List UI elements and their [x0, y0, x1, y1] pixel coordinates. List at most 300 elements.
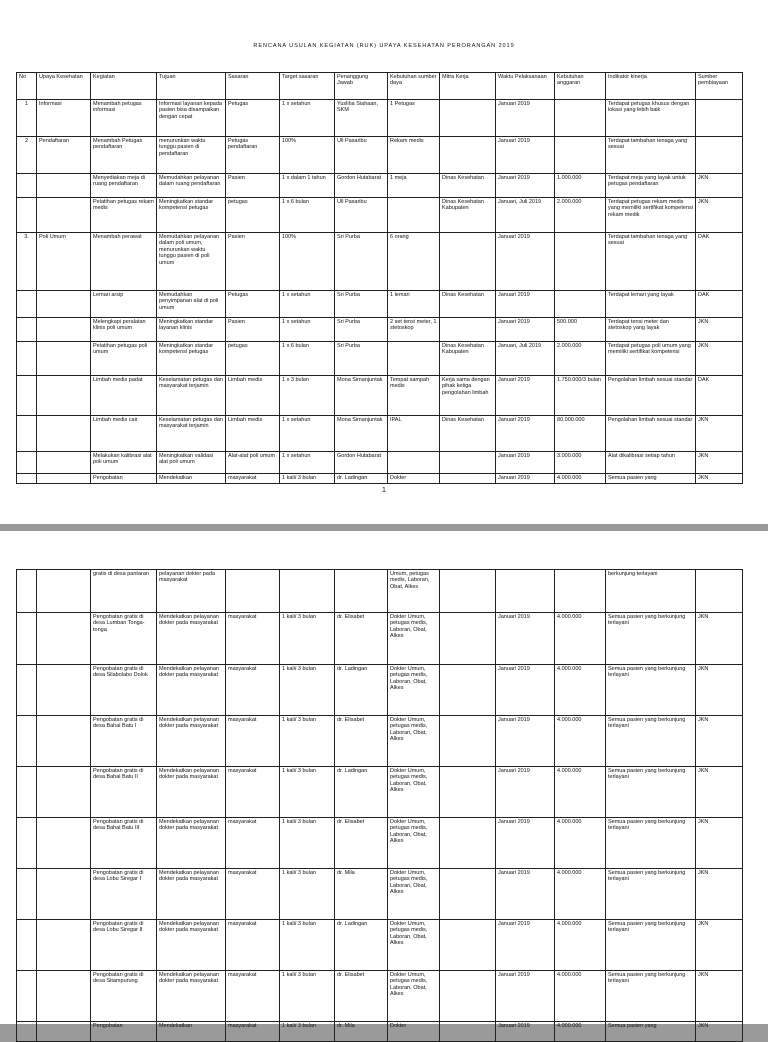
cell-indikator: Semua pasien yang berkunjung terlayani: [606, 818, 696, 869]
cell-kegiatan: Melengkapi peralatan klinis poli umum: [91, 318, 157, 342]
cell-anggaran: [555, 570, 606, 613]
cell-target: 1 x setahun: [280, 452, 335, 474]
cell-sasaran: masyarakat: [226, 971, 280, 1022]
cell-sumber-daya: 2 set tensi meter, 1 stetoskop: [388, 318, 440, 342]
cell-tujuan: Keselamatan petugas dan masyarakat terjamin: [157, 376, 226, 416]
cell-mitra: [440, 920, 496, 971]
cell-anggaran: 4.000.000: [555, 818, 606, 869]
cell-no: 3.: [17, 233, 37, 291]
cell-penanggung-jawab: dr. Elisabet: [335, 971, 388, 1022]
cell-mitra: [440, 100, 496, 137]
cell-target: 1 kali/ 3 bulan: [280, 971, 335, 1022]
cell-waktu: Januari 2019: [496, 613, 555, 665]
cell-sumber-daya: Dokter Umum, petugas medis, Laboran, Obat, Alkes: [388, 920, 440, 971]
header-waktu: Waktu Pelaksanaan: [496, 73, 555, 100]
document-page-2: [0, 531, 768, 1029]
cell-mitra: [440, 665, 496, 716]
cell-tujuan: Memudahkan pelayanan dalam ruang pendaftaran: [157, 174, 226, 198]
cell-upaya: [37, 198, 91, 233]
cell-waktu: Januari 2019: [496, 100, 555, 137]
page-number: 1: [382, 487, 386, 494]
cell-pembiayaan: JKN: [696, 920, 743, 971]
cell-penanggung-jawab: Mona Simanjuntak: [335, 416, 388, 452]
cell-pembiayaan: [696, 570, 743, 613]
cell-indikator: Semua pasien yang berkunjung terlayani: [606, 920, 696, 971]
cell-tujuan: Mendekatkan: [157, 1022, 226, 1042]
cell-sumber-daya: IPAL: [388, 416, 440, 452]
table-row: [17, 920, 743, 971]
cell-no: [17, 570, 37, 613]
cell-sasaran: masyarakat: [226, 869, 280, 920]
cell-target: 100%: [280, 137, 335, 174]
cell-sumber-daya: Dokter Umum, petugas medis, Laboran, Obat, Alkes: [388, 767, 440, 818]
cell-kegiatan: Limbah medis cair: [91, 416, 157, 452]
cell-mitra: [440, 318, 496, 342]
cell-tujuan: Mendekatkan pelayanan dokter pada masyarakat: [157, 971, 226, 1022]
table-row: [17, 100, 743, 137]
header-penanggung-jawab: Penanggung Jawab: [335, 73, 388, 100]
cell-mitra: [440, 137, 496, 174]
cell-target: 1 x 3 bulan: [280, 376, 335, 416]
cell-tujuan: Meningkatkan validasi alat poli umum: [157, 452, 226, 474]
cell-sasaran: Petugas: [226, 291, 280, 318]
cell-sasaran: Pasien: [226, 318, 280, 342]
cell-upaya: [37, 818, 91, 869]
cell-upaya: Informasi: [37, 100, 91, 137]
cell-waktu: Januari 2019: [496, 376, 555, 416]
cell-anggaran: 4.000.000: [555, 1022, 606, 1042]
cell-sasaran: masyarakat: [226, 818, 280, 869]
cell-upaya: [37, 665, 91, 716]
cell-upaya: [37, 291, 91, 318]
cell-waktu: [496, 570, 555, 613]
cell-kegiatan: Pengobatan gratis di desa Lobu Siregar I: [91, 869, 157, 920]
cell-pembiayaan: JKN: [696, 665, 743, 716]
header-anggaran: Kebutuhan anggaran: [555, 73, 606, 100]
table-row: [17, 613, 743, 665]
cell-indikator: Terdapat tensi meter dan stetoskop yang layak: [606, 318, 696, 342]
cell-mitra: Kerja sama dengan pihak ketiga pengolahan limbah: [440, 376, 496, 416]
cell-mitra: Dinas Kesehatan: [440, 291, 496, 318]
header-sumber-daya: Kebutuhan sumber daya: [388, 73, 440, 100]
cell-anggaran: 3.000.000: [555, 452, 606, 474]
cell-target: 1 x dalam 1 tahun: [280, 174, 335, 198]
table-header-row: [17, 73, 743, 100]
cell-sasaran: petugas: [226, 198, 280, 233]
cell-sumber-daya: Rekam medis: [388, 137, 440, 174]
cell-mitra: Dinas Kesehatan Kabupaten: [440, 342, 496, 376]
cell-anggaran: [555, 291, 606, 318]
cell-mitra: Dinas Kesehatan Kabupaten: [440, 198, 496, 233]
table-row: [17, 767, 743, 818]
cell-sasaran: Pasien: [226, 174, 280, 198]
cell-waktu: Januari 2019: [496, 716, 555, 767]
cell-pembiayaan: JKN: [696, 1022, 743, 1042]
cell-tujuan: Mendekatkan pelayanan dokter pada masyarakat: [157, 869, 226, 920]
cell-sasaran: masyarakat: [226, 716, 280, 767]
cell-waktu: Januari 2019: [496, 920, 555, 971]
cell-tujuan: Mendekatkan pelayanan dokter pada masyarakat: [157, 818, 226, 869]
cell-mitra: [440, 818, 496, 869]
cell-penanggung-jawab: Sri Purba: [335, 291, 388, 318]
table-row: [17, 474, 743, 484]
cell-waktu: Januari 2019: [496, 1022, 555, 1042]
cell-sasaran: masyarakat: [226, 767, 280, 818]
cell-tujuan: Mendekatkan pelayanan dokter pada masyarakat: [157, 767, 226, 818]
cell-no: [17, 342, 37, 376]
cell-sumber-daya: Dokter Umum, petugas medis, Laboran, Obat, Alkes: [388, 971, 440, 1022]
cell-anggaran: 4.000.000: [555, 767, 606, 818]
cell-target: 1 kali/ 3 bulan: [280, 920, 335, 971]
cell-target: 1 x 6 bulan: [280, 198, 335, 233]
cell-target: 1 kali/ 3 bulan: [280, 869, 335, 920]
cell-sasaran: masyarakat: [226, 1022, 280, 1042]
cell-anggaran: [555, 137, 606, 174]
table-row: [17, 174, 743, 198]
cell-indikator: Pengolahan limbah sesuai standar: [606, 376, 696, 416]
table-row: [17, 342, 743, 376]
cell-tujuan: Meningkatkan standar kompetensi petugas: [157, 342, 226, 376]
cell-anggaran: [555, 233, 606, 291]
cell-waktu: Januari 2019: [496, 452, 555, 474]
cell-kegiatan: Menambah perawat: [91, 233, 157, 291]
cell-indikator: Pengolahan limbah sesuai standar: [606, 416, 696, 452]
cell-mitra: [440, 716, 496, 767]
cell-waktu: Januari 2019: [496, 767, 555, 818]
cell-target: 1 kali/ 3 bulan: [280, 716, 335, 767]
cell-penanggung-jawab: dr. Mila: [335, 869, 388, 920]
cell-pembiayaan: JKN: [696, 318, 743, 342]
cell-waktu: Januari 2019: [496, 818, 555, 869]
table-row: [17, 452, 743, 474]
cell-sumber-daya: Dokter Umum, petugas medis, Laboran, Obat, Alkes: [388, 818, 440, 869]
cell-penanggung-jawab: Ull Pasaribu: [335, 137, 388, 174]
cell-upaya: [37, 971, 91, 1022]
cell-indikator: Terdapat tambahan tenaga yang sesuai: [606, 233, 696, 291]
cell-anggaran: 4.000.000: [555, 716, 606, 767]
cell-tujuan: Mendekatkan pelayanan dokter pada masyarakat: [157, 665, 226, 716]
cell-sasaran: Alat-alat poli umum: [226, 452, 280, 474]
cell-target: 1 kali/ 3 bulan: [280, 665, 335, 716]
cell-anggaran: [555, 100, 606, 137]
cell-waktu: Januari 2019: [496, 416, 555, 452]
cell-anggaran: 80.000.000: [555, 416, 606, 452]
cell-tujuan: Mendekatkan pelayanan dokter pada masyarakat: [157, 920, 226, 971]
cell-upaya: [37, 613, 91, 665]
cell-waktu: Januari 2019: [496, 318, 555, 342]
cell-kegiatan: Pengobatan: [91, 474, 157, 484]
cell-target: 1 x setahun: [280, 100, 335, 137]
cell-upaya: [37, 376, 91, 416]
cell-anggaran: 1.000.000: [555, 174, 606, 198]
cell-indikator: berkunjung terlayani: [606, 570, 696, 613]
header-pembiayaan: Sumber pembiayaan: [696, 73, 743, 100]
cell-no: [17, 767, 37, 818]
cell-no: 1: [17, 100, 37, 137]
cell-indikator: Semua pasien yang berkunjung terlayani: [606, 665, 696, 716]
cell-pembiayaan: JKN: [696, 716, 743, 767]
cell-sumber-daya: Dokter Umum, petugas medis, Laboran, Obat, Alkes: [388, 716, 440, 767]
table-row: [17, 570, 743, 613]
cell-mitra: [440, 474, 496, 484]
cell-kegiatan: Pengobatan gratis di desa Bahal Batu I: [91, 716, 157, 767]
cell-waktu: Januari 2019: [496, 291, 555, 318]
cell-no: [17, 613, 37, 665]
table-row: [17, 716, 743, 767]
table-row: [17, 233, 743, 291]
table-row: [17, 818, 743, 869]
cell-upaya: [37, 452, 91, 474]
cell-target: 1 kali/ 3 bulan: [280, 613, 335, 665]
cell-pembiayaan: JKN: [696, 613, 743, 665]
cell-no: [17, 665, 37, 716]
cell-pembiayaan: JKN: [696, 474, 743, 484]
cell-penanggung-jawab: dr. Mila: [335, 1022, 388, 1042]
cell-upaya: Poli Umum: [37, 233, 91, 291]
cell-penanggung-jawab: Gordon Hutabarat: [335, 174, 388, 198]
cell-mitra: [440, 971, 496, 1022]
cell-upaya: [37, 570, 91, 613]
cell-target: 100%: [280, 233, 335, 291]
cell-upaya: [37, 1022, 91, 1042]
cell-upaya: Pendaftaran: [37, 137, 91, 174]
cell-indikator: Alat dikalibrasi setiap tahun: [606, 452, 696, 474]
cell-kegiatan: Pengobatan gratis di desa Lobu Siregar II: [91, 920, 157, 971]
cell-indikator: Semua pasien yang berkunjung terlayani: [606, 767, 696, 818]
cell-pembiayaan: JKN: [696, 971, 743, 1022]
cell-waktu: Januari 2019: [496, 233, 555, 291]
cell-penanggung-jawab: [335, 570, 388, 613]
cell-upaya: [37, 318, 91, 342]
cell-kegiatan: Menyediakan meja di ruang pendaftaran: [91, 174, 157, 198]
cell-sasaran: masyarakat: [226, 665, 280, 716]
cell-upaya: [37, 869, 91, 920]
cell-waktu: Januari 2019: [496, 665, 555, 716]
cell-no: 2: [17, 137, 37, 174]
cell-anggaran: 1.750.000/3 bulan: [555, 376, 606, 416]
cell-kegiatan: Limbah medis padat: [91, 376, 157, 416]
cell-indikator: Terdapat petugas khusus dengan lokasi yang lebih baik: [606, 100, 696, 137]
cell-sumber-daya: [388, 342, 440, 376]
cell-mitra: [440, 613, 496, 665]
cell-penanggung-jawab: Mona Simanjuntak: [335, 376, 388, 416]
cell-tujuan: Keselamatan petugas dan masyarakat terjamin: [157, 416, 226, 452]
table-row: [17, 665, 743, 716]
cell-target: [280, 570, 335, 613]
cell-no: [17, 716, 37, 767]
table-row: [17, 416, 743, 452]
cell-tujuan: pelayanan dokter pada masyarakat: [157, 570, 226, 613]
cell-anggaran: 2.000.000: [555, 198, 606, 233]
cell-penanggung-jawab: dr. Elisabet: [335, 716, 388, 767]
cell-sasaran: Pasien: [226, 233, 280, 291]
cell-no: [17, 818, 37, 869]
header-upaya: Upaya Kesehatan: [37, 73, 91, 100]
header-tujuan: Tujuan: [157, 73, 226, 100]
cell-anggaran: 4.000.000: [555, 971, 606, 1022]
cell-pembiayaan: JKN: [696, 818, 743, 869]
cell-no: [17, 452, 37, 474]
cell-kegiatan: Pengobatan: [91, 1022, 157, 1042]
cell-sumber-daya: Dokter Umum, petugas medis, Laboran, Obat, Alkes: [388, 665, 440, 716]
cell-waktu: Januari, Juli 2019: [496, 198, 555, 233]
cell-indikator: Semua pasien yang berkunjung terlayani: [606, 613, 696, 665]
cell-sasaran: petugas: [226, 342, 280, 376]
cell-no: [17, 416, 37, 452]
cell-sasaran: Limbah medis: [226, 416, 280, 452]
cell-kegiatan: Pengobatan gratis di desa Lumban Tonga-tonga: [91, 613, 157, 665]
cell-sumber-daya: 1 Petugas: [388, 100, 440, 137]
cell-indikator: Terdapat lemari yang layak: [606, 291, 696, 318]
cell-pembiayaan: JKN: [696, 869, 743, 920]
cell-mitra: [440, 767, 496, 818]
cell-anggaran: 4.000.000: [555, 920, 606, 971]
cell-waktu: Januari 2019: [496, 474, 555, 484]
cell-waktu: Januari 2019: [496, 971, 555, 1022]
table-row: [17, 137, 743, 174]
cell-anggaran: 4.000.000: [555, 613, 606, 665]
table-row: [17, 971, 743, 1022]
cell-no: [17, 474, 37, 484]
cell-kegiatan: Lemari arsip: [91, 291, 157, 318]
cell-indikator: Semua pasien yang berkunjung terlayani: [606, 869, 696, 920]
header-sasaran: Sasaran: [226, 73, 280, 100]
cell-indikator: Semua pasien yang: [606, 1022, 696, 1042]
cell-sasaran: masyarakat: [226, 920, 280, 971]
cell-tujuan: Mendekatkan pelayanan dokter pada masyarakat: [157, 613, 226, 665]
table-row: [17, 198, 743, 233]
cell-pembiayaan: JKN: [696, 198, 743, 233]
cell-no: [17, 869, 37, 920]
table-row: [17, 318, 743, 342]
cell-pembiayaan: JKN: [696, 416, 743, 452]
cell-no: [17, 174, 37, 198]
cell-target: 1 kali/ 3 bulan: [280, 818, 335, 869]
cell-tujuan: Meningkatkan standar kompetensi petugas: [157, 198, 226, 233]
cell-pembiayaan: DAK: [696, 233, 743, 291]
cell-kegiatan: Melakukan kalibrasi alat poli umum: [91, 452, 157, 474]
cell-penanggung-jawab: dr. Ladingan: [335, 920, 388, 971]
cell-sasaran: masyarakat: [226, 613, 280, 665]
cell-kegiatan: Pengobatan gratis di desa Bahal Batu III: [91, 818, 157, 869]
document-title: RENCANA USULAN KEGIATAN (RUK) UPAYA KESEHATAN PERORANGAN 2019: [253, 43, 515, 49]
cell-anggaran: 500.000: [555, 318, 606, 342]
cell-waktu: Januari, Juli 2019: [496, 342, 555, 376]
table-row: [17, 869, 743, 920]
cell-no: [17, 1022, 37, 1042]
cell-target: 1 kali/ 3 bulan: [280, 1022, 335, 1042]
cell-pembiayaan: JKN: [696, 452, 743, 474]
cell-penanggung-jawab: dr. Elisabet: [335, 818, 388, 869]
cell-penanggung-jawab: dr. Ladingan: [335, 767, 388, 818]
cell-pembiayaan: JKN: [696, 767, 743, 818]
cell-indikator: Terdapat meja yang layak untuk petugas pendaftaran: [606, 174, 696, 198]
header-mitra: Mitra Kerja: [440, 73, 496, 100]
cell-penanggung-jawab: dr. Elisabet: [335, 613, 388, 665]
cell-target: 1 kali/ 3 bulan: [280, 767, 335, 818]
table-row: [17, 376, 743, 416]
cell-no: [17, 291, 37, 318]
cell-penanggung-jawab: Gordon Hutabarat: [335, 452, 388, 474]
cell-sasaran: Petugas pendaftaran: [226, 137, 280, 174]
cell-mitra: [440, 452, 496, 474]
cell-indikator: Terdapat petugas poli umum yang memiliki sertifikat kompetensi: [606, 342, 696, 376]
header-indikator: Indikator kinerja: [606, 73, 696, 100]
cell-sumber-daya: Dokter: [388, 1022, 440, 1042]
cell-upaya: [37, 416, 91, 452]
cell-pembiayaan: [696, 137, 743, 174]
cell-sumber-daya: Dokter Umum, petugas medis, Laboran, Obat, Alkes: [388, 869, 440, 920]
cell-indikator: Semua pasien yang berkunjung terlayani: [606, 971, 696, 1022]
cell-penanggung-jawab: Sri Purba: [335, 233, 388, 291]
cell-upaya: [37, 716, 91, 767]
cell-kegiatan: Pelatihan petugas rekam medis: [91, 198, 157, 233]
table-row: [17, 1022, 743, 1042]
cell-mitra: [440, 869, 496, 920]
cell-mitra: [440, 233, 496, 291]
cell-pembiayaan: [696, 100, 743, 137]
cell-kegiatan: Pelatihan petugas poli umum: [91, 342, 157, 376]
cell-indikator: Semua pasien yang: [606, 474, 696, 484]
cell-tujuan: Memudahkan penyimpanan alat di poli umum: [157, 291, 226, 318]
cell-penanggung-jawab: Sri Purba: [335, 318, 388, 342]
cell-sumber-daya: Umum, petugas medis, Laboran, Obat, Alkes: [388, 570, 440, 613]
cell-sumber-daya: Dokter: [388, 474, 440, 484]
cell-upaya: [37, 920, 91, 971]
cell-kegiatan: Pengobatan gratis di desa Silabolabo Dolok: [91, 665, 157, 716]
cell-mitra: Dinas Kesehatan: [440, 416, 496, 452]
cell-no: [17, 971, 37, 1022]
cell-pembiayaan: JKN: [696, 342, 743, 376]
cell-no: [17, 318, 37, 342]
cell-upaya: [37, 174, 91, 198]
header-target: Target sasaran: [280, 73, 335, 100]
cell-sumber-daya: Dokter Umum, petugas medis, Laboran, Obat, Alkes: [388, 613, 440, 665]
cell-sasaran: Limbah medis: [226, 376, 280, 416]
cell-sasaran: Petugas: [226, 100, 280, 137]
cell-target: 1 kali/ 3 bulan: [280, 474, 335, 484]
cell-indikator: Terdapat petugas rekam medis yang memiliki sertifikat kompetensi rekam medik: [606, 198, 696, 233]
cell-anggaran: 4.000.000: [555, 869, 606, 920]
cell-sasaran: [226, 570, 280, 613]
header-no: No: [17, 73, 37, 100]
cell-sumber-daya: [388, 198, 440, 233]
cell-kegiatan: Pengobatan gratis di desa Sitampurung: [91, 971, 157, 1022]
cell-tujuan: Informasi layanan kepada pasien bisa disampaikan dengan cepat: [157, 100, 226, 137]
cell-upaya: [37, 767, 91, 818]
cell-penanggung-jawab: Sri Purba: [335, 342, 388, 376]
cell-pembiayaan: JKN: [696, 174, 743, 198]
cell-indikator: Semua pasien yang berkunjung terlayani: [606, 716, 696, 767]
cell-target: 1 x setahun: [280, 416, 335, 452]
cell-tujuan: menurunkan waktu tunggu pasien di pendaftaran: [157, 137, 226, 174]
cell-penanggung-jawab: Yusliha Siahaan, SKM: [335, 100, 388, 137]
cell-sumber-daya: 1 lemari: [388, 291, 440, 318]
cell-penanggung-jawab: dr. Ladingan: [335, 474, 388, 484]
cell-sumber-daya: Tempat sampah medis: [388, 376, 440, 416]
cell-pembiayaan: DAK: [696, 291, 743, 318]
cell-anggaran: 4.000.000: [555, 665, 606, 716]
cell-tujuan: Mendekatkan pelayanan dokter pada masyarakat: [157, 716, 226, 767]
ruk-table-page-2: [16, 569, 743, 1042]
ruk-table-page-1: [16, 72, 743, 484]
table-row: [17, 291, 743, 318]
cell-waktu: Januari 2019: [496, 137, 555, 174]
cell-no: [17, 376, 37, 416]
cell-sasaran: masyarakat: [226, 474, 280, 484]
cell-mitra: [440, 1022, 496, 1042]
cell-sumber-daya: [388, 452, 440, 474]
